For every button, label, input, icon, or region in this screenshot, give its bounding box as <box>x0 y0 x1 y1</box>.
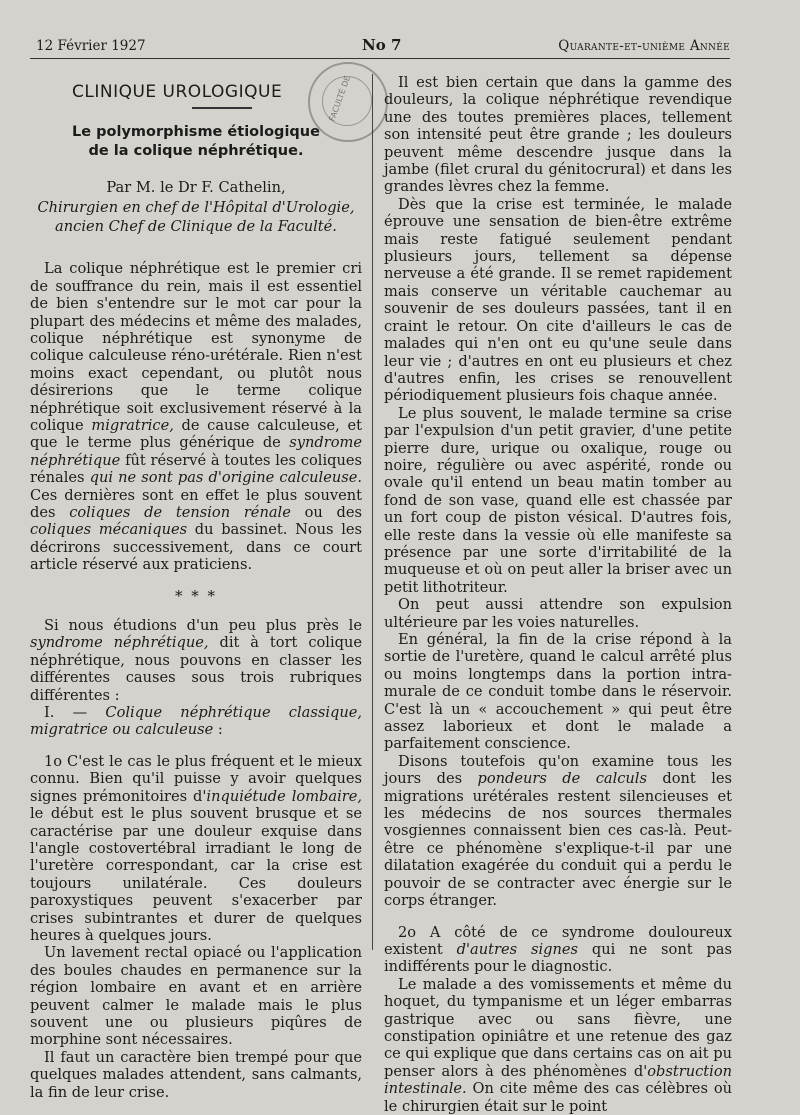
section-separator: * * * <box>174 586 218 605</box>
paragraph: 2o A côté de ce syndrome douloureux existent d'autres signes qui ne sont pas indifférents pour le diagnostic. <box>384 923 732 976</box>
paragraph: Il est bien certain que dans la gamme des douleurs, la colique néphrétique revendique une des toutes premières places, tellement son intensité peut être grande ; les douleurs peuvent même descendre jusque dans la jambe (filet crural du génitocrural) et dans les grandes lèvres chez la femme. <box>384 74 732 196</box>
issue-number: No 7 <box>362 36 402 54</box>
issue-date: 12 Février 1927 <box>36 38 146 54</box>
article-title <box>30 123 362 161</box>
left-column <box>30 76 362 1101</box>
article-title-line-2: de la colique néphrétique. <box>88 142 304 159</box>
author-affiliation-line-1: Chirurgien en chef de l'Hôpital d'Urologie, <box>37 199 355 217</box>
column-rule <box>372 74 373 950</box>
header-rule <box>30 58 730 59</box>
paragraph: Si nous étudions d'un peu plus près le syndrome néphrétique, dit à tort colique néphrétique, nous pouvons en classer les différentes causes sous trois rubriques différentes : <box>30 617 362 704</box>
library-stamp-text: FACULTÉ DE <box>327 74 353 123</box>
author-line: Par M. le Dr F. Cathelin, <box>106 178 286 196</box>
publication-year: Quarante-et-unième Année <box>558 38 730 54</box>
paragraph: Le plus souvent, le malade termine sa crise par l'expulsion d'un petit gravier, d'une petite pierre dure, urique ou oxalique, rouge ou noire, régulière ou avec aspérité, ronde ou ovale qu'il entend un beau matin tomber au fond de son vase, quand elle est chassée par un fort coup de piston vésical. D'autres fois, elle reste dans la vessie où elle manifeste sa présence par une sorte d'irritabilité de la muqueuse et où on peut aller la briser avec un petit lithotriteur. <box>384 404 732 596</box>
paragraph: Il faut un caractère bien trempé pour que quelques malades attendent, sans calmants, la fin de leur crise. <box>30 1048 362 1101</box>
paragraph: Un lavement rectal opiacé ou l'application des boules chaudes en permanence sur la région lombaire en avant et en arrière peuvent calmer le malade mais le plus souvent une ou plusieurs piqûres de morphine sont nécessaires. <box>30 944 362 1049</box>
paragraph: 1o C'est le cas le plus fréquent et le mieux connu. Bien qu'il puisse y avoir quelques signes prémonitoires d'inquiétude lombaire, le début est le plus souvent brusque et se caractérise par une douleur exquise dans l'angle costovertébral irradiant le long de l'uretère correspondant, car la crise est toujours unilatérale. Ces douleurs paroxystiques peuvent s'exacerber par crises subintrantes et durer de quelques heures à quelques jours. <box>30 752 362 944</box>
author-affiliation-line-2: ancien Chef de Clinique de la Faculté. <box>55 218 337 236</box>
right-column <box>384 74 732 1115</box>
paragraph: Disons toutefois qu'on examine tous les jours des pondeurs de calculs dont les migrations urétérales restent silencieuses et les médecins de nos sources thermales vosgiennes connaissent bien ces cas-là. Peut-être ce phénomène s'explique-t-il par une dilatation exagérée du conduit qui a perdu le pouvoir de se contracter avec énergie sur le corps étranger. <box>384 752 732 910</box>
article-title-line-1: Le polymorphisme étiologique <box>72 123 320 140</box>
paragraph: On peut aussi attendre son expulsion ultérieure par les voies naturelles. <box>384 596 732 631</box>
paragraph: En général, la fin de la crise répond à la sortie de l'uretère, quand le calcul arrêté plus ou moins longtemps dans la portion intra-murale de ce conduit tombe dans le réservoir. C'est là un « accouchement » qui peut être assez laborieux et dont le malade a parfaitement conscience. <box>384 631 732 753</box>
paragraph: Dès que la crise est terminée, le malade éprouve une sensation de bien-être extrême mais reste fatigué seulement pendant plusieurs jours, tellement sa dépense nerveuse a été grande. Il se remet rapidement mais conserve un véritable cauchemar au souvenir de ses douleurs passées, tant il en craint le retour. On cite d'ailleurs le cas de malades qui n'en ont eu qu'une seule dans leur vie ; d'autres en ont eu plusieurs et chez d'autres enfin, les crises se renouvellent périodiquement plusieurs fois chaque année. <box>384 195 732 405</box>
page-header <box>30 36 730 58</box>
paragraph: Le malade a des vomissements et même du hoquet, du tympanisme et un léger embarras gastrique avec ou sans fièvre, une constipation opiniâtre et une retenue des gaz ce qui explique que dans certains cas on ait pu penser alors à des phénomènes d'obstruction intestinale. On cite même des cas célèbres où le chirurgien était sur le point <box>384 975 732 1115</box>
section-heading: I. — Colique néphrétique classique, migratrice ou calculeuse : <box>30 704 363 739</box>
title-rule <box>192 107 252 109</box>
paragraph: La colique néphrétique est le premier cri de souffrance du rein, mais il est essentiel de bien s'entendre sur le mot car pour la plupart des médecins et même des malades, colique néphrétique est synonyme de colique calculeuse réno-urétérale. Rien n'est moins exact cependant, ou plutôt nous désirerions que le terme colique néphrétique soit exclusivement réservé à la colique migratrice, de cause calculeuse, et que le terme plus générique de syndrome néphrétique fût réservé à toutes les coliques rénales qui ne sont pas d'origine calculeuse. Ces dernières sont en effet le plus souvent des coliques de tension rénale ou des coliques mécaniques du bassinet. Nous les décrirons successivement, dans ce court article réservé aux praticiens. <box>30 260 362 574</box>
article-section-title: CLINIQUE UROLOGIQUE <box>72 82 283 102</box>
author-affiliation <box>30 198 362 236</box>
